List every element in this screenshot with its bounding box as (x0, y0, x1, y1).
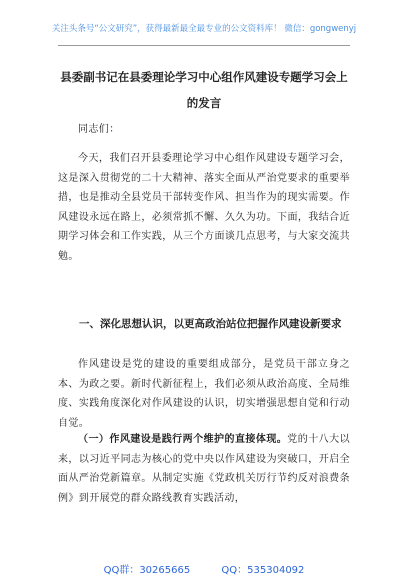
salutation-text: 同志们： (78, 124, 120, 135)
subsection1-heading: （一）作风建设是践行两个维护的直接体现。 (78, 434, 288, 445)
subsection1-text: 党的十八大以来，以习近平同志为核心的党中央以作风建设为突破口，开启全面从严治党新篇章。从制定实施《党政机关厉行节约反对浪费条例》到开展党的群众路线教育实践活动， (58, 434, 351, 504)
subsection1-paragraph (58, 430, 350, 508)
header-divider (58, 45, 350, 46)
salutation (58, 120, 350, 140)
header-banner: 关注头条号“公文研究”，获得最新最全最专业的公文资料库！ 微信：gongwenyj (51, 24, 357, 34)
section-heading-1: 一、深化思想认识，以更高政治站位把握作风建设新要求 (79, 318, 342, 330)
section1-paragraph: 作风建设是党的建设的重要组成部分，是党员干部立身之本、为政之要。新时代新征程上，我们必须从政治高度、全局维度、实践角度深化对作风建设的认识，切实增强思想自觉和行动自觉。 (58, 359, 350, 429)
document-title: 县委副书记在县委理论学习中心组作风建设专题学习会上的发言 (60, 70, 348, 110)
footer-qq-group: QQ群：30265665 (103, 565, 191, 576)
footer (0, 561, 408, 576)
footer-qq: QQ：535304092 (221, 565, 305, 576)
intro-paragraph: 今天，我们召开县委理论学习中心组作风建设专题学习会，这是深入贯彻党的二十大精神、落实全面从严治党要求的重要举措，也是推动全县党员干部转变作风、担当作为的现实需要。作风建设永远在路上，必须常抓不懈、久久为功。下面，我结合近期学习体会和工作实践，从三个方面谈几点思考，与大家交流共勉。 (58, 153, 350, 262)
